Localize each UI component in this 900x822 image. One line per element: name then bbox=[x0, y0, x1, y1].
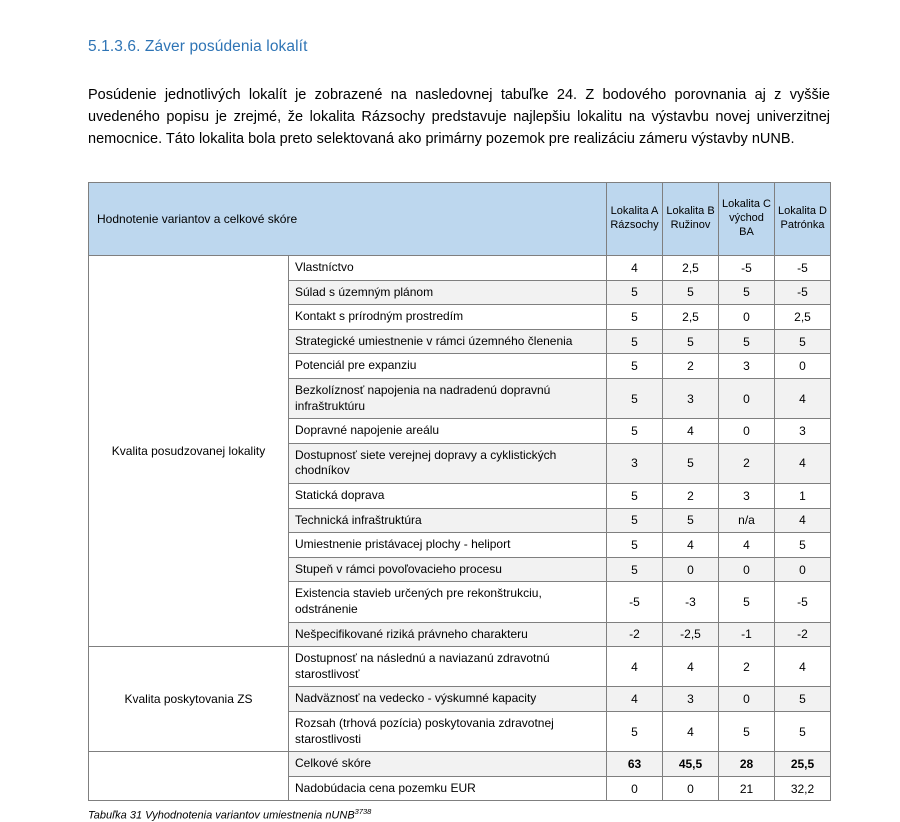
cell-value: 5 bbox=[607, 711, 663, 751]
cell-value: 5 bbox=[775, 329, 831, 354]
criterion-label: Rozsah (trhová pozícia) poskytovania zdravotnej starostlivosti bbox=[289, 711, 607, 751]
table-caption bbox=[88, 807, 830, 822]
cell-value: 0 bbox=[719, 687, 775, 712]
cell-value: -5 bbox=[775, 256, 831, 281]
cell-value: 0 bbox=[719, 419, 775, 444]
cell-value: 5 bbox=[607, 354, 663, 379]
cell-value: -5 bbox=[607, 582, 663, 622]
table-body bbox=[89, 256, 831, 801]
cell-value: 5 bbox=[719, 582, 775, 622]
cell-value: 0 bbox=[775, 354, 831, 379]
criterion-label: Umiestnenie pristávacej plochy - heliport bbox=[289, 533, 607, 558]
table-caption-text: Tabuľka 31 Vyhodnotenia variantov umiestnenia nUNB bbox=[88, 810, 355, 822]
cell-value: 4 bbox=[607, 647, 663, 687]
cell-value: 4 bbox=[775, 379, 831, 419]
cell-value: 21 bbox=[719, 776, 775, 801]
cell-value: 5 bbox=[719, 280, 775, 305]
cell-value: 4 bbox=[775, 508, 831, 533]
cell-value: 0 bbox=[719, 379, 775, 419]
cell-value: 5 bbox=[607, 305, 663, 330]
cell-value: 2,5 bbox=[775, 305, 831, 330]
column-header-lokalita-d: Lokalita D Patrónka bbox=[775, 183, 831, 256]
group-label-kvalita-lokality: Kvalita posudzovanej lokality bbox=[89, 256, 289, 647]
column-header-lokalita-a: Lokalita A Rázsochy bbox=[607, 183, 663, 256]
cell-value: 0 bbox=[719, 557, 775, 582]
cell-value: -5 bbox=[775, 582, 831, 622]
table-header-row bbox=[89, 183, 831, 256]
criterion-label: Nadobúdacia cena pozemku EUR bbox=[289, 776, 607, 801]
cell-value: 5 bbox=[607, 484, 663, 509]
cell-value: 5 bbox=[775, 687, 831, 712]
cell-value: -3 bbox=[663, 582, 719, 622]
group-label-empty bbox=[89, 752, 289, 801]
cell-value: 5 bbox=[663, 329, 719, 354]
criterion-label: Dopravné napojenie areálu bbox=[289, 419, 607, 444]
criterion-label: Potenciál pre expanziu bbox=[289, 354, 607, 379]
cell-value: -1 bbox=[719, 622, 775, 647]
cell-value: 4 bbox=[663, 647, 719, 687]
cell-value: 0 bbox=[663, 557, 719, 582]
criterion-label: Súlad s územným plánom bbox=[289, 280, 607, 305]
cell-value: 2 bbox=[663, 484, 719, 509]
column-header-lokalita-c: Lokalita C východ BA bbox=[719, 183, 775, 256]
cell-value: 2 bbox=[719, 647, 775, 687]
criterion-label: Stupeň v rámci povoľovacieho procesu bbox=[289, 557, 607, 582]
cell-value: 45,5 bbox=[663, 752, 719, 777]
intro-paragraph: Posúdenie jednotlivých lokalít je zobrazené na nasledovnej tabuľke 24. Z bodového porovnania aj z vyššie uvedeného popisu je zrejmé, že lokalita Rázsochy predstavuje najlepšiu lokalitu na výstavbu novej univerzitnej nemocnice. Táto lokalita bola preto selektovaná ako primárny pozemok pre realizáciu zámeru výstavby nUNB. bbox=[88, 87, 830, 148]
criterion-label: Strategické umiestnenie v rámci územného členenia bbox=[289, 329, 607, 354]
page-title: 5.1.3.6. Záver posúdenia lokalít bbox=[88, 38, 308, 55]
cell-value: 3 bbox=[663, 379, 719, 419]
cell-value: 5 bbox=[607, 508, 663, 533]
criterion-label: Existencia stavieb určených pre rekonštrukciu, odstránenie bbox=[289, 582, 607, 622]
criterion-label: Statická doprava bbox=[289, 484, 607, 509]
cell-value: 5 bbox=[607, 533, 663, 558]
cell-value: 4 bbox=[663, 419, 719, 444]
cell-value: 5 bbox=[775, 533, 831, 558]
cell-value: 32,2 bbox=[775, 776, 831, 801]
cell-value: 5 bbox=[607, 557, 663, 582]
cell-value: 28 bbox=[719, 752, 775, 777]
cell-value: 1 bbox=[775, 484, 831, 509]
cell-value: 0 bbox=[775, 557, 831, 582]
cell-value: 0 bbox=[607, 776, 663, 801]
criterion-label: Dostupnosť siete verejnej dopravy a cyklistických chodníkov bbox=[289, 443, 607, 483]
table-caption-footnote: 3738 bbox=[354, 807, 372, 817]
cell-value: 3 bbox=[719, 484, 775, 509]
cell-value: 0 bbox=[663, 776, 719, 801]
cell-value: 5 bbox=[607, 379, 663, 419]
cell-value: 25,5 bbox=[775, 752, 831, 777]
cell-value: 63 bbox=[607, 752, 663, 777]
cell-value: -2 bbox=[775, 622, 831, 647]
cell-value: 4 bbox=[663, 711, 719, 751]
cell-value: 3 bbox=[607, 443, 663, 483]
cell-value: 4 bbox=[719, 533, 775, 558]
cell-value: 4 bbox=[775, 443, 831, 483]
criterion-label: Nešpecifikované riziká právneho charakteru bbox=[289, 622, 607, 647]
cell-value: 5 bbox=[607, 419, 663, 444]
criterion-label: Bezkolíznosť napojenia na nadradenú dopravnú infraštruktúru bbox=[289, 379, 607, 419]
cell-value: 4 bbox=[775, 647, 831, 687]
cell-value: 5 bbox=[719, 711, 775, 751]
cell-value: 5 bbox=[775, 711, 831, 751]
table-row bbox=[89, 256, 831, 281]
column-header-lokalita-b: Lokalita B Ružinov bbox=[663, 183, 719, 256]
table-row-total bbox=[89, 752, 831, 777]
cell-value: 3 bbox=[775, 419, 831, 444]
cell-value: 4 bbox=[663, 533, 719, 558]
cell-value: 4 bbox=[607, 687, 663, 712]
cell-value: 5 bbox=[663, 280, 719, 305]
cell-value: 2,5 bbox=[663, 305, 719, 330]
cell-value: 3 bbox=[663, 687, 719, 712]
cell-value: 5 bbox=[607, 280, 663, 305]
criterion-label: Celkové skóre bbox=[289, 752, 607, 777]
cell-value: 3 bbox=[719, 354, 775, 379]
table-header bbox=[89, 183, 831, 256]
table-header-title: Hodnotenie variantov a celkové skóre bbox=[89, 183, 607, 256]
cell-value: n/a bbox=[719, 508, 775, 533]
cell-value: -5 bbox=[775, 280, 831, 305]
cell-value: 5 bbox=[663, 508, 719, 533]
cell-value: 2 bbox=[663, 354, 719, 379]
table-row bbox=[89, 647, 831, 687]
cell-value: 2 bbox=[719, 443, 775, 483]
criterion-label: Kontakt s prírodným prostredím bbox=[289, 305, 607, 330]
cell-value: 0 bbox=[719, 305, 775, 330]
criterion-label: Vlastníctvo bbox=[289, 256, 607, 281]
group-label-kvalita-zs: Kvalita poskytovania ZS bbox=[89, 647, 289, 752]
cell-value: 2,5 bbox=[663, 256, 719, 281]
cell-value: -2 bbox=[607, 622, 663, 647]
criterion-label: Dostupnosť na následnú a naviazanú zdravotnú starostlivosť bbox=[289, 647, 607, 687]
cell-value: -5 bbox=[719, 256, 775, 281]
criterion-label: Nadväznosť na vedecko - výskumné kapacity bbox=[289, 687, 607, 712]
cell-value: 4 bbox=[607, 256, 663, 281]
cell-value: 5 bbox=[719, 329, 775, 354]
cell-value: 5 bbox=[607, 329, 663, 354]
evaluation-table bbox=[88, 182, 831, 801]
cell-value: 5 bbox=[663, 443, 719, 483]
criterion-label: Technická infraštruktúra bbox=[289, 508, 607, 533]
cell-value: -2,5 bbox=[663, 622, 719, 647]
